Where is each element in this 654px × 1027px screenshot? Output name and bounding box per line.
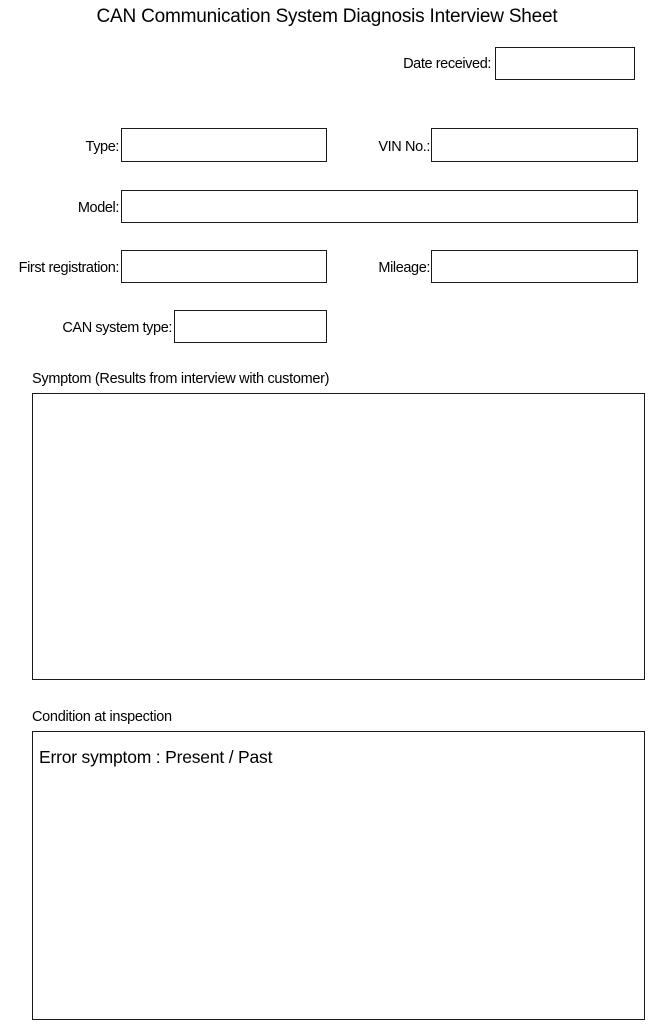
mileage-field[interactable]	[431, 250, 638, 283]
condition-label: Condition at inspection	[32, 709, 172, 725]
model-field[interactable]	[121, 190, 638, 223]
first-registration-label: First registration:	[18, 260, 119, 276]
page-title: CAN Communication System Diagnosis Interview Sheet	[96, 6, 558, 27]
date-received-label: Date received:	[403, 56, 491, 72]
symptom-label: Symptom (Results from interview with customer)	[32, 371, 330, 387]
date-received-field[interactable]	[495, 47, 635, 80]
model-label: Model:	[77, 200, 119, 216]
can-system-type-label: CAN system type:	[62, 320, 172, 336]
condition-field[interactable]	[32, 731, 645, 1020]
type-label: Type:	[85, 139, 119, 155]
vin-no-label: VIN No.:	[378, 139, 430, 155]
first-registration-field[interactable]	[121, 250, 327, 283]
mileage-label: Mileage:	[378, 260, 430, 276]
type-field[interactable]	[121, 128, 327, 162]
vin-no-field[interactable]	[431, 128, 638, 162]
can-system-type-field[interactable]	[174, 310, 327, 343]
symptom-field[interactable]	[32, 393, 645, 680]
error-symptom-text: Error symptom : Present / Past	[39, 747, 273, 767]
